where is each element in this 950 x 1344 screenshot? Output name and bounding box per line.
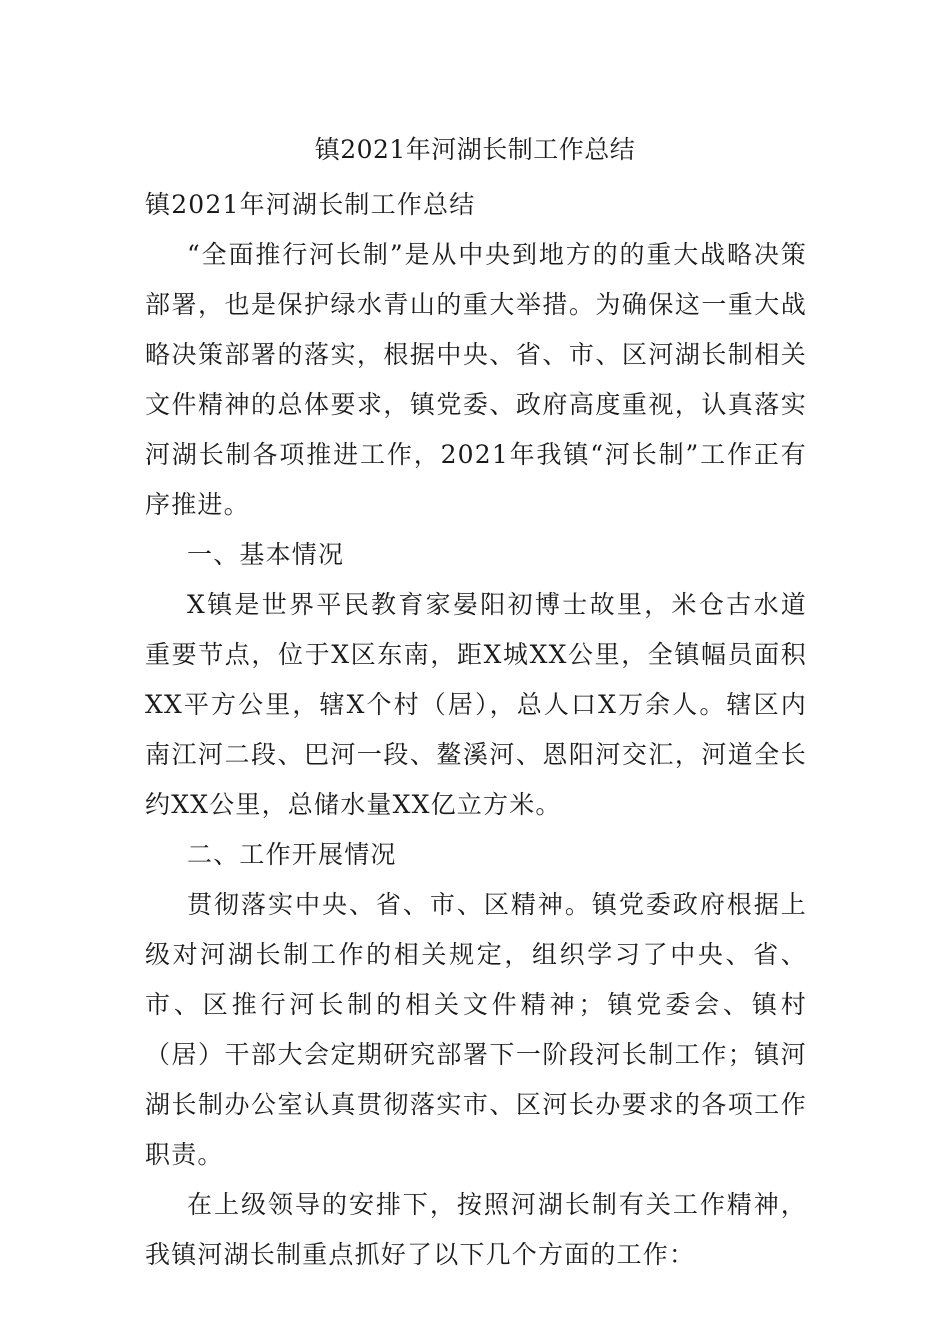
- document-body: [145, 180, 807, 1280]
- paragraph-intro: “全面推行河长制”是从中央到地方的的重大战略决策部署，也是保护绿水青山的重大举措。为确保这一重大战略决策部署的落实，根据中央、省、市、区河湖长制相关文件精神的总体要求，镇党委、政府高度重视，认真落实河湖长制各项推进工作，2021年我镇“河长制”工作正有序推进。: [145, 240, 807, 519]
- paragraph-implementation: 贯彻落实中央、省、市、区精神。镇党委政府根据上级对河湖长制工作的相关规定，组织学习了中央、省、市、区推行河长制的相关文件精神；镇党委会、镇村（居）干部大会定期研究部署下一阶段河长制工作；镇河湖长制办公室认真贯彻落实市、区河长办要求的各项工作职责。: [145, 890, 807, 1169]
- paragraph-focus: 在上级领导的安排下，按照河湖长制有关工作精神，我镇河湖长制重点抓好了以下几个方面的工作：: [145, 1190, 807, 1269]
- document-title: 镇2021年河湖长制工作总结: [314, 135, 636, 164]
- document-subtitle: 镇2021年河湖长制工作总结: [145, 190, 476, 219]
- section-heading-basic: 一、基本情况: [187, 540, 345, 569]
- section-heading-work: 二、工作开展情况: [187, 840, 397, 869]
- paragraph-basic-info: X镇是世界平民教育家晏阳初博士故里，米仓古水道重要节点，位于X区东南，距X城XX公里，全镇幅员面积XX平方公里，辖X个村（居），总人口X万余人。辖区内南江河二段、巴河一段、鳌溪河、恩阳河交汇，河道全长约XX公里，总储水量XX亿立方米。: [145, 590, 807, 819]
